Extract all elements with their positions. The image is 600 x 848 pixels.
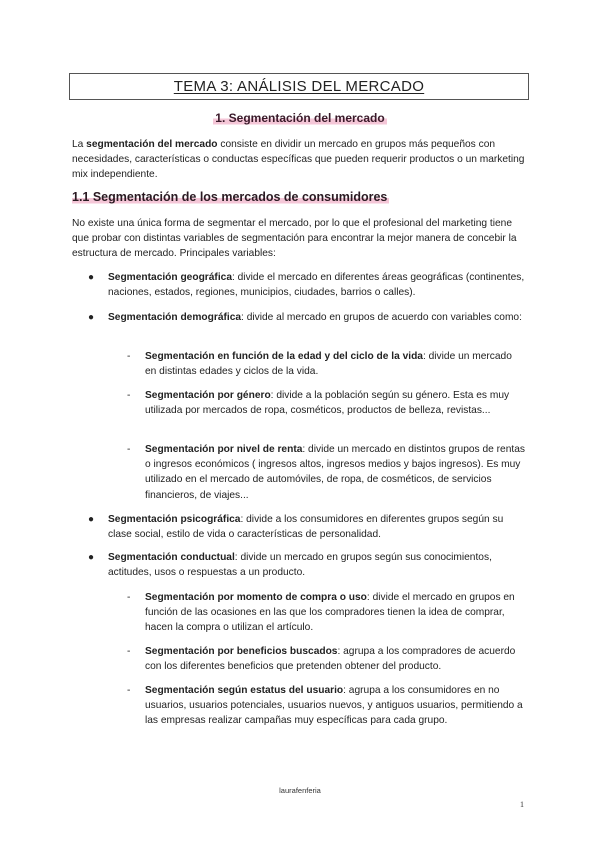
bullet-conductual: ● Segmentación conductual: divide un mercado en grupos según sus conocimientos, actitudes, usos o respuestas a un producto.: [88, 552, 492, 579]
dash-marker: -: [127, 444, 131, 455]
title-box: [69, 73, 529, 100]
bullet-icon: ●: [88, 514, 95, 525]
bullet-demografica: ● Segmentación demográfica: divide al mercado en grupos de acuerdo con variables como:: [108, 310, 528, 325]
dash-estatus: - Segmentación según estatus del usuario: agrupa a los consumidores en no usuarios, usuarios potenciales, usuarios nuevos, y antiguos usuarios, permitiendo a las empresas realizar campañas muy específicas para cada grupo.: [127, 685, 523, 727]
bullet-icon: ●: [88, 272, 95, 283]
bullet-geografica: ● Segmentación geográfica: divide el mercado en diferentes áreas geográficas (continentes, naciones, estados, regiones, municipios, ciudades, barrios o calles).: [88, 272, 525, 299]
document-title: TEMA 3: ANÁLISIS DEL MERCADO: [173, 78, 425, 95]
dash-beneficios: - Segmentación por beneficios buscados: agrupa a los compradores de acuerdo con los diferentes beneficios que pretenden obtener del producto.: [127, 646, 516, 673]
dash-marker: -: [127, 351, 131, 362]
dash-edad: - Segmentación en función de la edad y del ciclo de la vida: divide un mercado en distintas edades y ciclos de la vida.: [127, 351, 512, 378]
footer-author: laurafenferia: [279, 786, 321, 795]
dash-momento: - Segmentación por momento de compra o uso: divide el mercado en grupos en función de las ocasiones en las que los compradores tienen la idea de comprar, hacen la compra o utilizan el artículo.: [127, 592, 515, 634]
dash-genero: - Segmentación por género: divide a la población según su género. Esta es muy utilizada por mercados de ropa, cosméticos, productos de belleza, revistas...: [127, 390, 510, 417]
intro-term: segmentación del mercado: [86, 139, 218, 150]
dash-marker: -: [127, 685, 131, 696]
dash-marker: -: [127, 390, 131, 401]
dash-renta: - Segmentación por nivel de renta: divide un mercado en distintos grupos de rentas o ingresos económicos ( ingresos altos, ingresos medios y bajos ingresos). Es muy utilizado en el mercado de automóviles, de ropa, de cosméticos, de servicios financieros, de viajes...: [127, 444, 525, 501]
dash-marker: -: [127, 592, 131, 603]
intro-paragraph: La segmentación del mercado consiste en dividir un mercado en grupos más pequeños con necesidades, características o conductas específicas que pueden requerir productos o un marketing mix independiente.: [72, 139, 525, 181]
bullet-psicografica: ● Segmentación psicográfica: divide a los consumidores en diferentes grupos según su clase social, estilo de vida o características de personalidad.: [88, 514, 504, 541]
dash-marker: -: [127, 646, 131, 657]
variables-paragraph: No existe una única forma de segmentar el mercado, por lo que el profesional del marketing tiene que probar con distintas variables de segmentación para encontrar la mejor manera de concebir la estructura de mercado. Principales variables:: [72, 218, 517, 260]
bullet-icon: ●: [88, 312, 95, 323]
page-number: 1: [520, 800, 524, 809]
subsection-title: 1.1 Segmentación de los mercados de consumidores: [72, 190, 388, 204]
bullet-icon: ●: [88, 552, 95, 563]
section-title: 1. Segmentación del mercado: [215, 111, 385, 125]
